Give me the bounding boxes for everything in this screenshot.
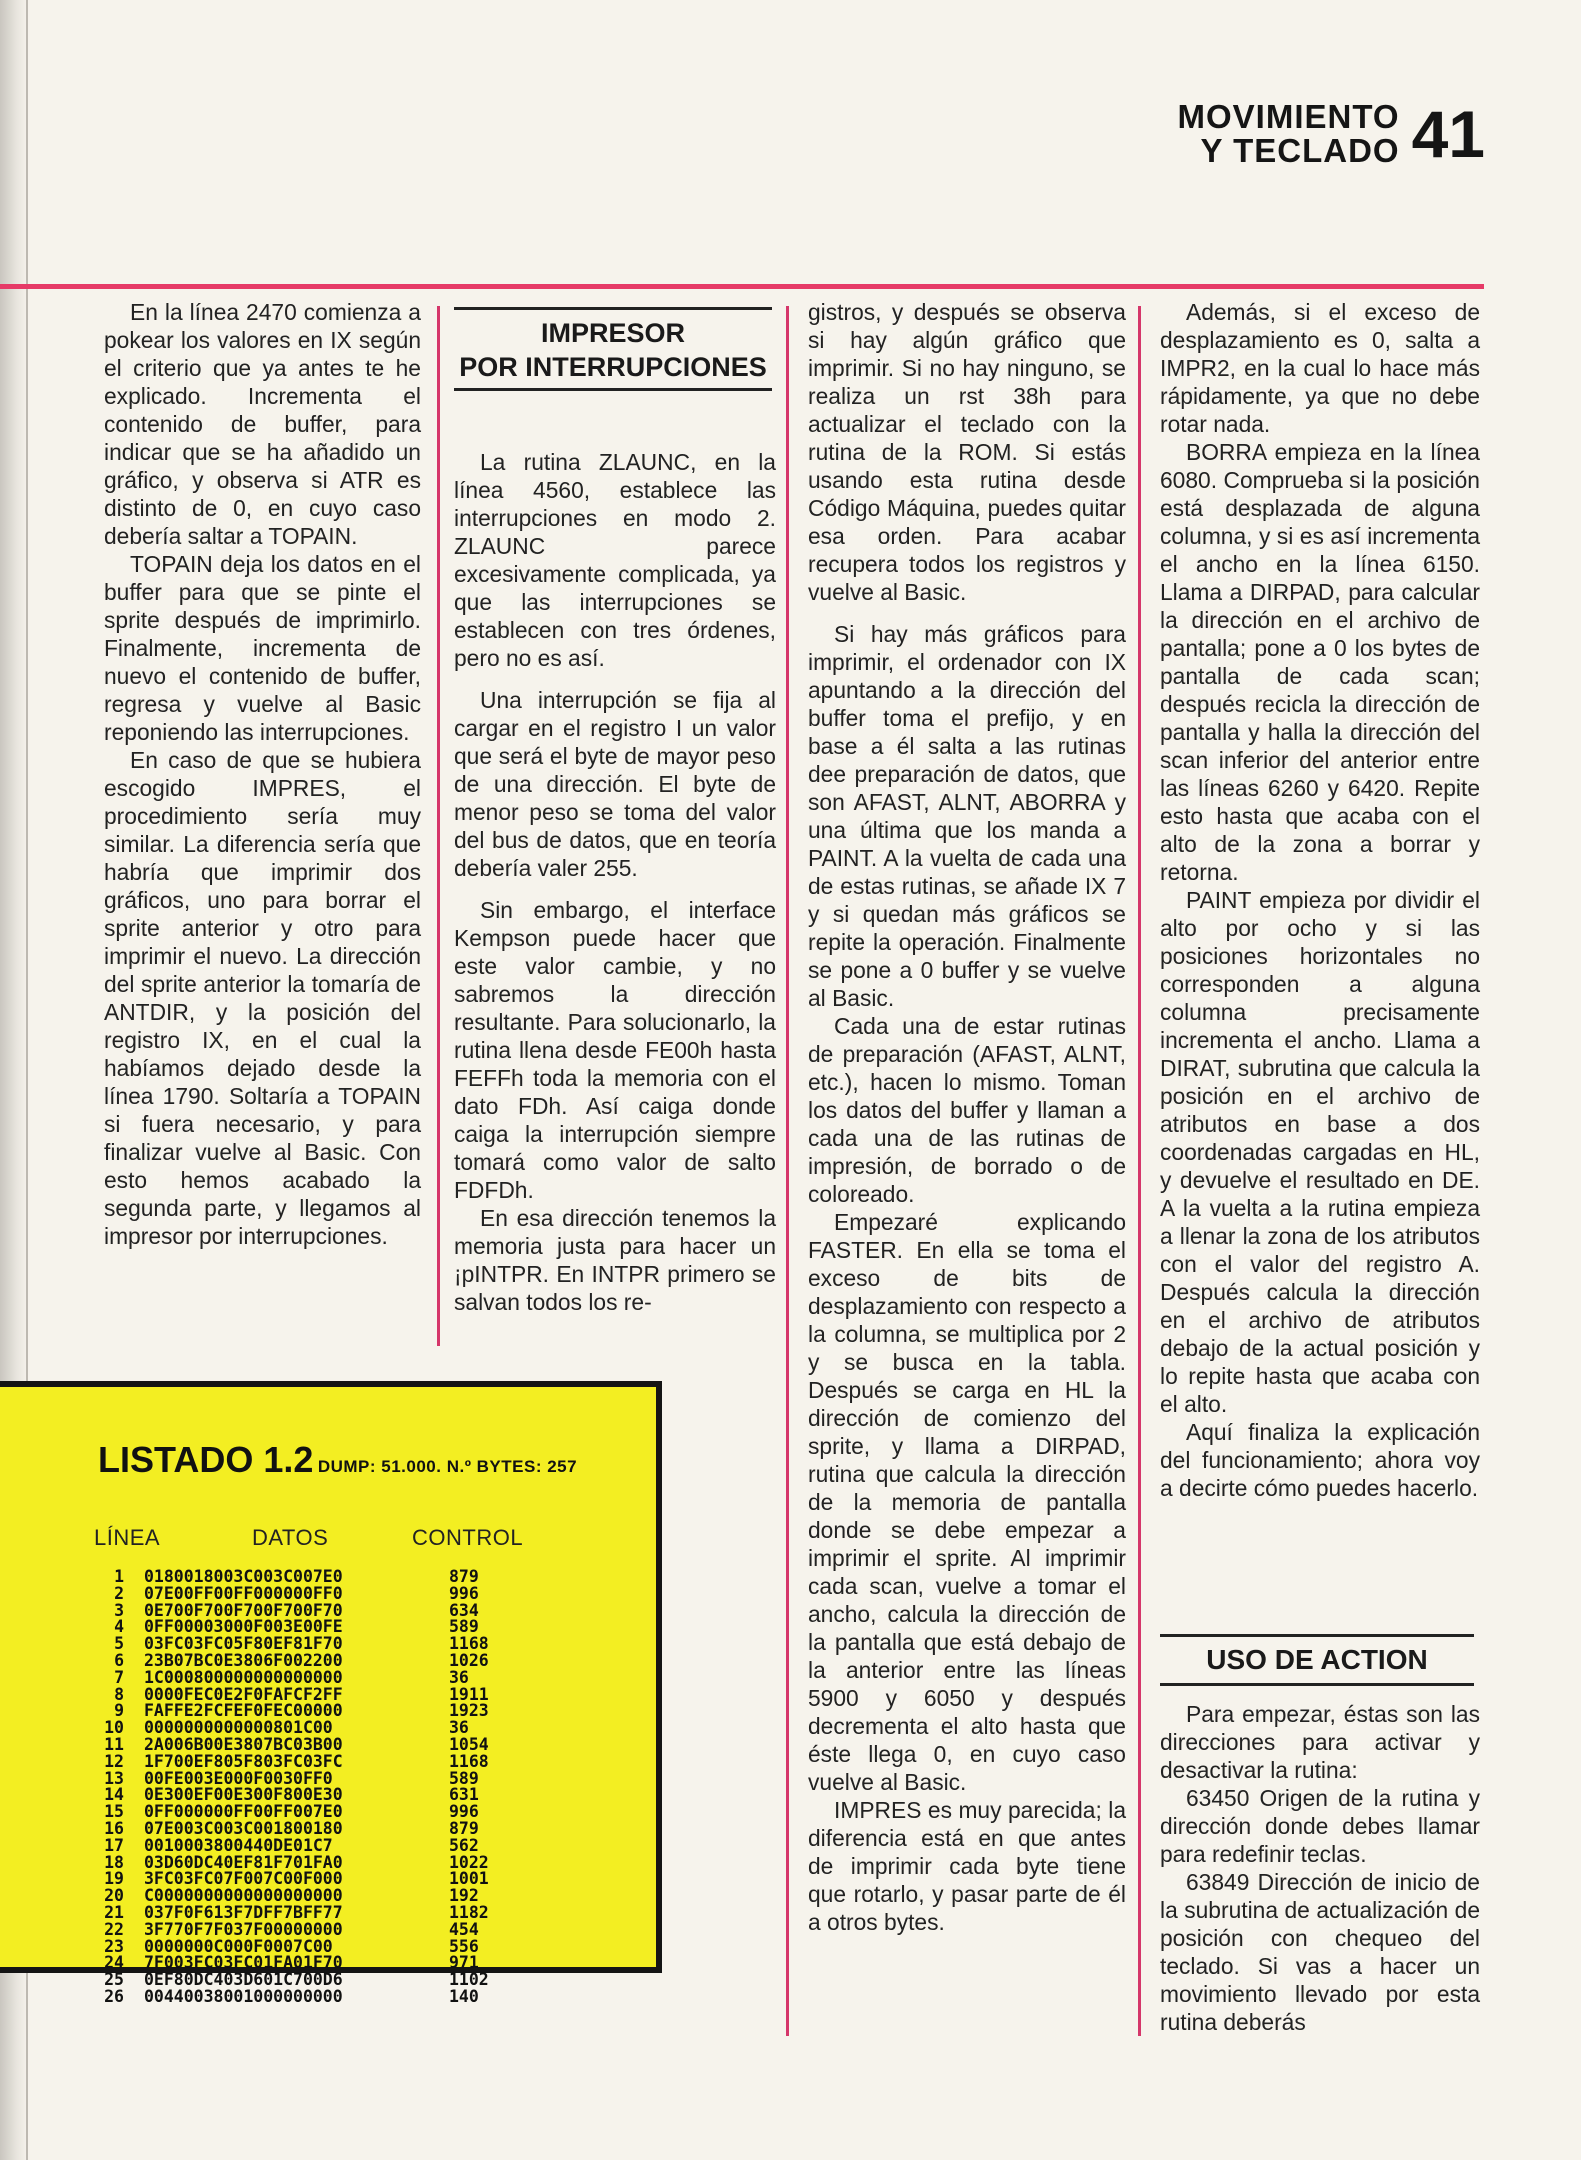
row-data: 0FF00003000F003E00FE — [144, 1617, 343, 1637]
row-control: 1001 — [449, 1869, 489, 1889]
paragraph: TOPAIN deja los datos en el buffer para que se pinte el sprite después de imprimirlo. Finalmente, incrementa de nuevo el contenido de buffer, regresa y vuelve al Basic reponiendo las interrupciones. — [104, 551, 421, 745]
column-divider-1 — [437, 306, 440, 1346]
row-control: 1168 — [449, 1634, 489, 1654]
header-title-line2: Y TECLADO — [1200, 132, 1400, 169]
row-data: 0FF000000FF00FF007E0 — [144, 1802, 343, 1822]
row-data: 037F0F613F7DFF7BFF77 — [144, 1902, 343, 1922]
row-number: 5 — [114, 1634, 124, 1654]
paragraph: La rutina ZLAUNC, en la línea 4560, establece las interrupciones en modo 2. ZLAUNC parece excesivamente complicada, ya que las interrupciones se establecen con tres órdenes, pero no es así. — [454, 449, 776, 671]
page-header — [1177, 97, 1486, 171]
row-number: 19 — [104, 1869, 124, 1889]
row-control: 1911 — [449, 1684, 489, 1704]
row-number: 15 — [104, 1802, 124, 1822]
header-title-line1: MOVIMIENTO — [1177, 98, 1400, 135]
row-control: 454 — [449, 1919, 479, 1939]
row-number: 6 — [114, 1650, 124, 1670]
row-data: 03FC03FC05F80EF81F70 — [144, 1634, 343, 1654]
article-column-3 — [808, 298, 1126, 1936]
row-number: 16 — [104, 1818, 124, 1838]
column-header-datos: DATOS — [252, 1525, 329, 1550]
article-column-4 — [1160, 298, 1480, 1502]
row-control: 589 — [449, 1768, 479, 1788]
row-number: 26 — [104, 1986, 124, 2006]
paragraph: IMPRES es muy parecida; la diferencia está en que antes de imprimir cada byte tiene que rotarlo, y pasar parte de él a otros bytes. — [808, 1797, 1126, 1935]
section-title-uso-de-action — [1160, 1634, 1474, 1686]
page-number: 41 — [1411, 97, 1485, 171]
row-control: 556 — [449, 1936, 479, 1956]
row-data: 1C000800000000000000 — [144, 1667, 343, 1687]
paragraph: 63450 Origen de la rutina y dirección donde debes llamar para redefinir teclas. — [1160, 1785, 1480, 1867]
row-number: 11 — [104, 1734, 124, 1754]
row-control: 589 — [449, 1617, 479, 1637]
paragraph: Para empezar, éstas son las direcciones para activar y desactivar la rutina: — [1160, 1701, 1480, 1783]
listing-heading — [98, 1439, 577, 1481]
row-number: 12 — [104, 1751, 124, 1771]
row-data: 0EF80DC403D601C700D6 — [144, 1970, 343, 1990]
row-number: 21 — [104, 1902, 124, 1922]
row-data: 0010003800440DE01C7 — [144, 1835, 333, 1855]
article-column-1 — [104, 298, 421, 1250]
row-number: 14 — [104, 1785, 124, 1805]
row-control: 996 — [449, 1802, 479, 1822]
row-data: 0000000C000F0007C00 — [144, 1936, 333, 1956]
section-title-line2: POR INTERRUPCIONES — [459, 352, 767, 382]
row-control: 879 — [449, 1818, 479, 1838]
row-control: 1168 — [449, 1751, 489, 1771]
paragraph: BORRA empieza en la línea 6080. Comprueba si la posición está desplazada de alguna columna, y si es así incrementa el ancho en la línea 6150. Llama a DIRPAD, para calcular la dirección en el archivo de pantalla; pone a 0 los bytes de pantalla de cada scan; después recicla la dirección de pantalla y halla la dirección del scan inferior del anterior entre las líneas 6260 y 6420. Repite esto hasta que acaba con el alto de la zona a borrar y retorna. — [1160, 439, 1480, 885]
row-data: 00FE003E000F0030FF0 — [144, 1768, 333, 1788]
row-data: 0180018003C003C007E0 — [144, 1567, 343, 1586]
paragraph: Aquí finaliza la explicación del funcionamiento; ahora voy a decirte cómo puedes hacerlo. — [1160, 1419, 1480, 1501]
row-data: 3FC03FC07F007C00F000 — [144, 1869, 343, 1889]
row-data: 07E003C003C001800180 — [144, 1818, 343, 1838]
code-listing-box — [0, 1381, 662, 2006]
row-control: 1923 — [449, 1701, 489, 1721]
row-data: FAFFE2FCFEF0FEC00000 — [144, 1701, 343, 1721]
row-control: 996 — [449, 1583, 479, 1603]
paragraph: Sin embargo, el interface Kempson puede hacer que este valor cambie, y no sabremos la dirección resultante. Para solucionarlo, la rutina llena desde FE00h hasta FEFFh toda la memoria con el dato FDh. Así caiga donde caiga la interrupción siempre tomará como valor de salto FDFDh. — [454, 897, 776, 1203]
listing-row — [98, 1986, 509, 2006]
article-column-4-continued — [1160, 1700, 1480, 2036]
row-data: 0E700F700F700F700F70 — [144, 1600, 343, 1620]
paragraph: gistros, y después se observa si hay algún gráfico que imprimir. Si no hay ninguno, se realiza un rst 38h para actualizar el teclado con la rutina de la ROM. Si estás usando esta rutina desde Código Máquina, puedes quitar esa orden. Para acabar recupera todos los registros y vuelve al Basic. — [808, 299, 1126, 605]
paragraph: Cada una de estar rutinas de preparación (AFAST, ALNT, etc.), hacen lo mismo. Toman los datos del buffer y llaman a cada una de las rutinas de impresión, de borrado o de coloreado. — [808, 1013, 1126, 1207]
row-control: 879 — [449, 1567, 479, 1586]
section-title-impresor — [454, 307, 772, 391]
row-control: 971 — [449, 1953, 479, 1973]
row-data: 3F770F7F037F00000000 — [144, 1919, 343, 1939]
section-header-title — [1178, 100, 1400, 168]
paragraph: Empezaré explicando FASTER. En ella se toma el exceso de bits de desplazamiento con respecto a la columna, se multiplica por 2 y se busca en la tabla. Después se carga en HL la dirección de comienzo del sprite, y llama a DIRPAD, rutina que calcula la dirección de la memoria de pantalla donde se debe empezar a imprimir el sprite. Al imprimir cada scan, vuelve a tomar el ancho, calcula la dirección de la pantalla que está debajo de la anterior entre las líneas 5900 y 6050 y después decrementa el alto hasta que éste llega 0, en cuyo caso vuelve al Basic. — [808, 1209, 1126, 1795]
row-number: 25 — [104, 1970, 124, 1990]
row-control: 192 — [449, 1886, 479, 1906]
section-title-text: USO DE ACTION — [1206, 1644, 1428, 1675]
row-number: 4 — [114, 1617, 124, 1637]
row-number: 10 — [104, 1718, 124, 1738]
row-data: 03D60DC40EF81F701FA0 — [144, 1852, 343, 1872]
paragraph: Además, si el exceso de desplazamiento es 0, salta a IMPR2, en la cual lo hace más rápidamente, ya que no debe rotar nada. — [1160, 299, 1480, 437]
row-control: 36 — [449, 1667, 469, 1687]
column-header-linea: LÍNEA — [94, 1525, 161, 1550]
row-number: 18 — [104, 1852, 124, 1872]
row-control: 1182 — [449, 1902, 489, 1922]
column-header-control: CONTROL — [412, 1525, 524, 1550]
row-number: 23 — [104, 1936, 124, 1956]
article-column-2 — [454, 448, 776, 1316]
listing-subtitle: DUMP: 51.000. N.º BYTES: 257 — [317, 1457, 578, 1476]
row-data: 0000FEC0E2F0FAFCF2FF — [144, 1684, 343, 1704]
listing-title: LISTADO 1.2 — [98, 1439, 314, 1480]
section-title-line1: IMPRESOR — [540, 318, 686, 348]
row-data: 1F700EF805F803FC03FC — [144, 1751, 343, 1771]
paragraph: En la línea 2470 comienza a pokear los valores en IX según el criterio que ya antes te he explicado. Incrementa el contenido de buffer, para indicar que se ha añadido un gráfico, y observa si ATR es distinto de 0, en cuyo caso debería saltar a TOPAIN. — [104, 299, 421, 549]
row-number: 8 — [114, 1684, 124, 1704]
row-control: 1102 — [449, 1970, 489, 1990]
paragraph: Si hay más gráficos para imprimir, el ordenador con IX apuntando a la dirección del buffer toma el prefijo, y en base a él salta a las rutinas dee preparación de datos, que son AFAST, ALNT, ABORRA y una última que los manda a PAINT. A la vuelta de cada una de estas rutinas, se añade IX 7 y si quedan más gráficos se repite la operación. Finalmente se pone a 0 buffer y se vuelve al Basic. — [808, 621, 1126, 1011]
row-control: 36 — [449, 1718, 469, 1738]
row-data: 0000000000000801C00 — [144, 1718, 333, 1738]
row-control: 1026 — [449, 1650, 489, 1670]
row-number: 22 — [104, 1919, 124, 1939]
listing-row — [98, 1919, 509, 1939]
column-divider-2 — [786, 306, 789, 2036]
row-data: 0E300EF00E300F800E30 — [144, 1785, 343, 1805]
row-data: 2A006B00E3807BC03B00 — [144, 1734, 343, 1754]
column-divider-3 — [1138, 306, 1141, 2036]
row-number: 2 — [114, 1583, 124, 1603]
paragraph: En caso de que se hubiera escogido IMPRES, el procedimiento sería muy similar. La diferencia sería que habría que imprimir dos gráficos, uno para borrar el sprite anterior y otro para imprimir el nuevo. La dirección del sprite anterior la tomaría de ANTDIR, y la posición del registro IX, en el cual la habíamos dejado desde la línea 1790. Soltaría a TOPAIN si fuera necesario, y para finalizar vuelve al Basic. Con esto hemos acabado la segunda parte, y llegamos al impresor por interrupciones. — [104, 747, 421, 1249]
paragraph: Una interrupción se fija al cargar en el registro I un valor que será el byte de mayor peso de una dirección. El byte de menor peso se toma del valor del bus de datos, que en teoría debería valer 255. — [454, 687, 776, 881]
row-number: 7 — [114, 1667, 124, 1687]
listing-rows — [98, 1569, 509, 2006]
row-control: 631 — [449, 1785, 479, 1805]
row-control: 1022 — [449, 1852, 489, 1872]
row-control: 140 — [449, 1986, 479, 2006]
row-number: 24 — [104, 1953, 124, 1973]
row-data: 00440038001000000000 — [144, 1986, 343, 2006]
top-divider-rule — [0, 284, 1484, 289]
row-data: 7F003FC03FC01FA01F70 — [144, 1953, 343, 1973]
paragraph: PAINT empieza por dividir el alto por ocho y si las posiciones horizontales no corresponden a alguna columna precisamente incrementa el ancho. Llama a DIRAT, subrutina que calcula la posición en el archivo de atributos en base a dos coordenadas cargadas en HL, y devuelve el resultado en DE. A la vuelta a la rutina empieza a llenar la zona de los atributos con el valor del registro A. Después calcula la dirección en el archivo de atributos debajo de la actual posición y lo repite hasta que acaba con el alto. — [1160, 887, 1480, 1417]
row-control: 562 — [449, 1835, 479, 1855]
row-number: 17 — [104, 1835, 124, 1855]
row-control: 1054 — [449, 1734, 489, 1754]
row-data: 07E00FF00FF000000FF0 — [144, 1583, 343, 1603]
row-control: 634 — [449, 1600, 479, 1620]
paragraph: En esa dirección tenemos la memoria justa para hacer un ¡pINTPR. En INTPR primero se salvan todos los re- — [454, 1205, 776, 1315]
row-number: 13 — [104, 1768, 124, 1788]
paragraph: 63849 Dirección de inicio de la subrutina de actualización de posición con chequeo del teclado. Si vas a hacer un movimiento llevado por esta rutina deberás — [1160, 1869, 1480, 2035]
row-number: 3 — [114, 1600, 124, 1620]
row-number: 20 — [104, 1886, 124, 1906]
row-data: C0000000000000000000 — [144, 1886, 343, 1906]
row-number: 9 — [114, 1701, 124, 1721]
row-number: 1 — [114, 1567, 124, 1586]
row-data: 23B07BC0E3806F002200 — [144, 1650, 343, 1670]
